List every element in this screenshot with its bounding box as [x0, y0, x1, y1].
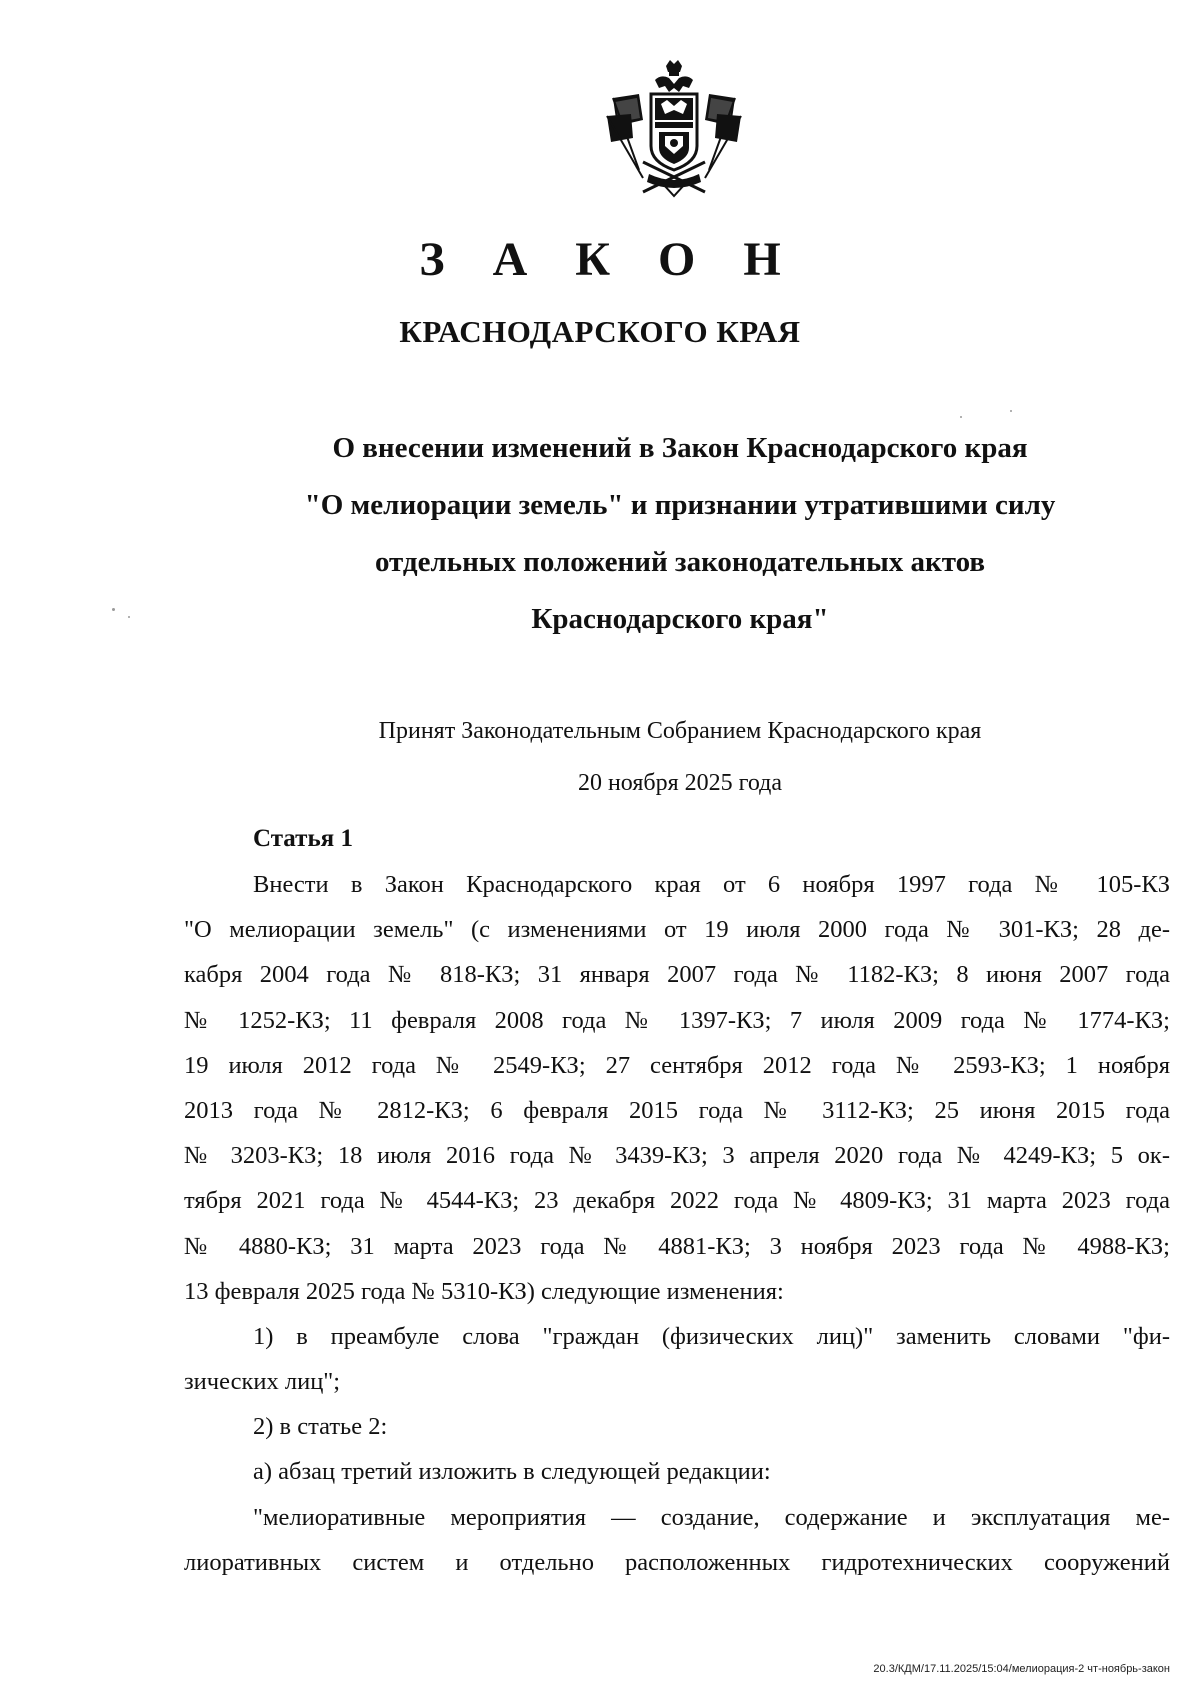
article-line: кабря 2004 года № 818-КЗ; 31 января 2007 года № 1182-КЗ; 8 июня 2007 года: [184, 961, 1170, 989]
scan-speck: [128, 616, 130, 618]
article-line: № 1252-КЗ; 11 февраля 2008 года № 1397-КЗ; 7 июля 2009 года № 1774-КЗ;: [184, 1006, 1170, 1034]
document-code-footer: 20.3/КДМ/17.11.2025/15:04/мелиорация-2 чт-ноябрь-закон: [873, 1663, 1170, 1675]
document-title-line: "О мелиорации земель" и признании утратившими силу: [304, 489, 1056, 521]
scan-speck: [1010, 410, 1012, 412]
scan-speck: [960, 416, 962, 418]
adoption-statement: [180, 705, 1180, 809]
scan-speck: [112, 608, 115, 611]
article-line: № 4880-КЗ; 31 марта 2023 года № 4881-КЗ; 3 ноября 2023 года № 4988-КЗ;: [184, 1232, 1170, 1260]
law-title: З А К О Н: [419, 233, 799, 286]
article-body: [184, 862, 1170, 1585]
article-line: № 3203-КЗ; 18 июля 2016 года № 3439-КЗ; 3 апреля 2020 года № 4249-КЗ; 5 ок-: [184, 1142, 1170, 1170]
article-line: 19 июля 2012 года № 2549-КЗ; 27 сентября 2012 года № 2593-КЗ; 1 ноября: [184, 1051, 1170, 1079]
document-title-line: Краснодарского края": [531, 603, 829, 635]
krasnodar-krai-coat-of-arms-icon: [603, 58, 745, 200]
document-title: [180, 420, 1180, 648]
article-line: "О мелиорации земель" (с изменениями от 19 июля 2000 года № 301-КЗ; 28 де-: [184, 916, 1170, 944]
article-line: "мелиоративные мероприятия — создание, содержание и эксплуатация ме-: [253, 1503, 1170, 1531]
article-line: 13 февраля 2025 года № 5310-КЗ) следующие изменения:: [184, 1277, 784, 1305]
adoption-date: 20 ноября 2025 года: [577, 770, 783, 796]
article-line: тября 2021 года № 4544-КЗ; 23 декабря 2022 года № 4809-КЗ; 31 марта 2023 года: [184, 1187, 1170, 1215]
article-line: зических лиц";: [184, 1368, 341, 1396]
article-line: а) абзац третий изложить в следующей редакции:: [253, 1458, 771, 1486]
article-line: 2) в статье 2:: [253, 1413, 388, 1441]
article-heading: Статья 1: [253, 825, 353, 852]
article-line: 2013 года № 2812-КЗ; 6 февраля 2015 года № 3112-КЗ; 25 июня 2015 года: [184, 1096, 1170, 1124]
article-line: лиоративных систем и отдельно расположенных гидротехнических сооружений: [184, 1548, 1170, 1576]
document-title-line: О внесении изменений в Закон Краснодарского края: [332, 432, 1028, 464]
document-title-line: отдельных положений законодательных актов: [374, 546, 986, 578]
article-line: 1) в преамбуле слова "граждан (физических лиц)" заменить словами "фи-: [253, 1322, 1170, 1350]
article-line: Внести в Закон Краснодарского края от 6 ноября 1997 года № 105-КЗ: [253, 871, 1170, 898]
adoption-line: Принят Законодательным Собранием Краснодарского края: [378, 718, 982, 744]
law-region-subtitle: КРАСНОДАРСКОГО КРАЯ: [399, 314, 801, 349]
